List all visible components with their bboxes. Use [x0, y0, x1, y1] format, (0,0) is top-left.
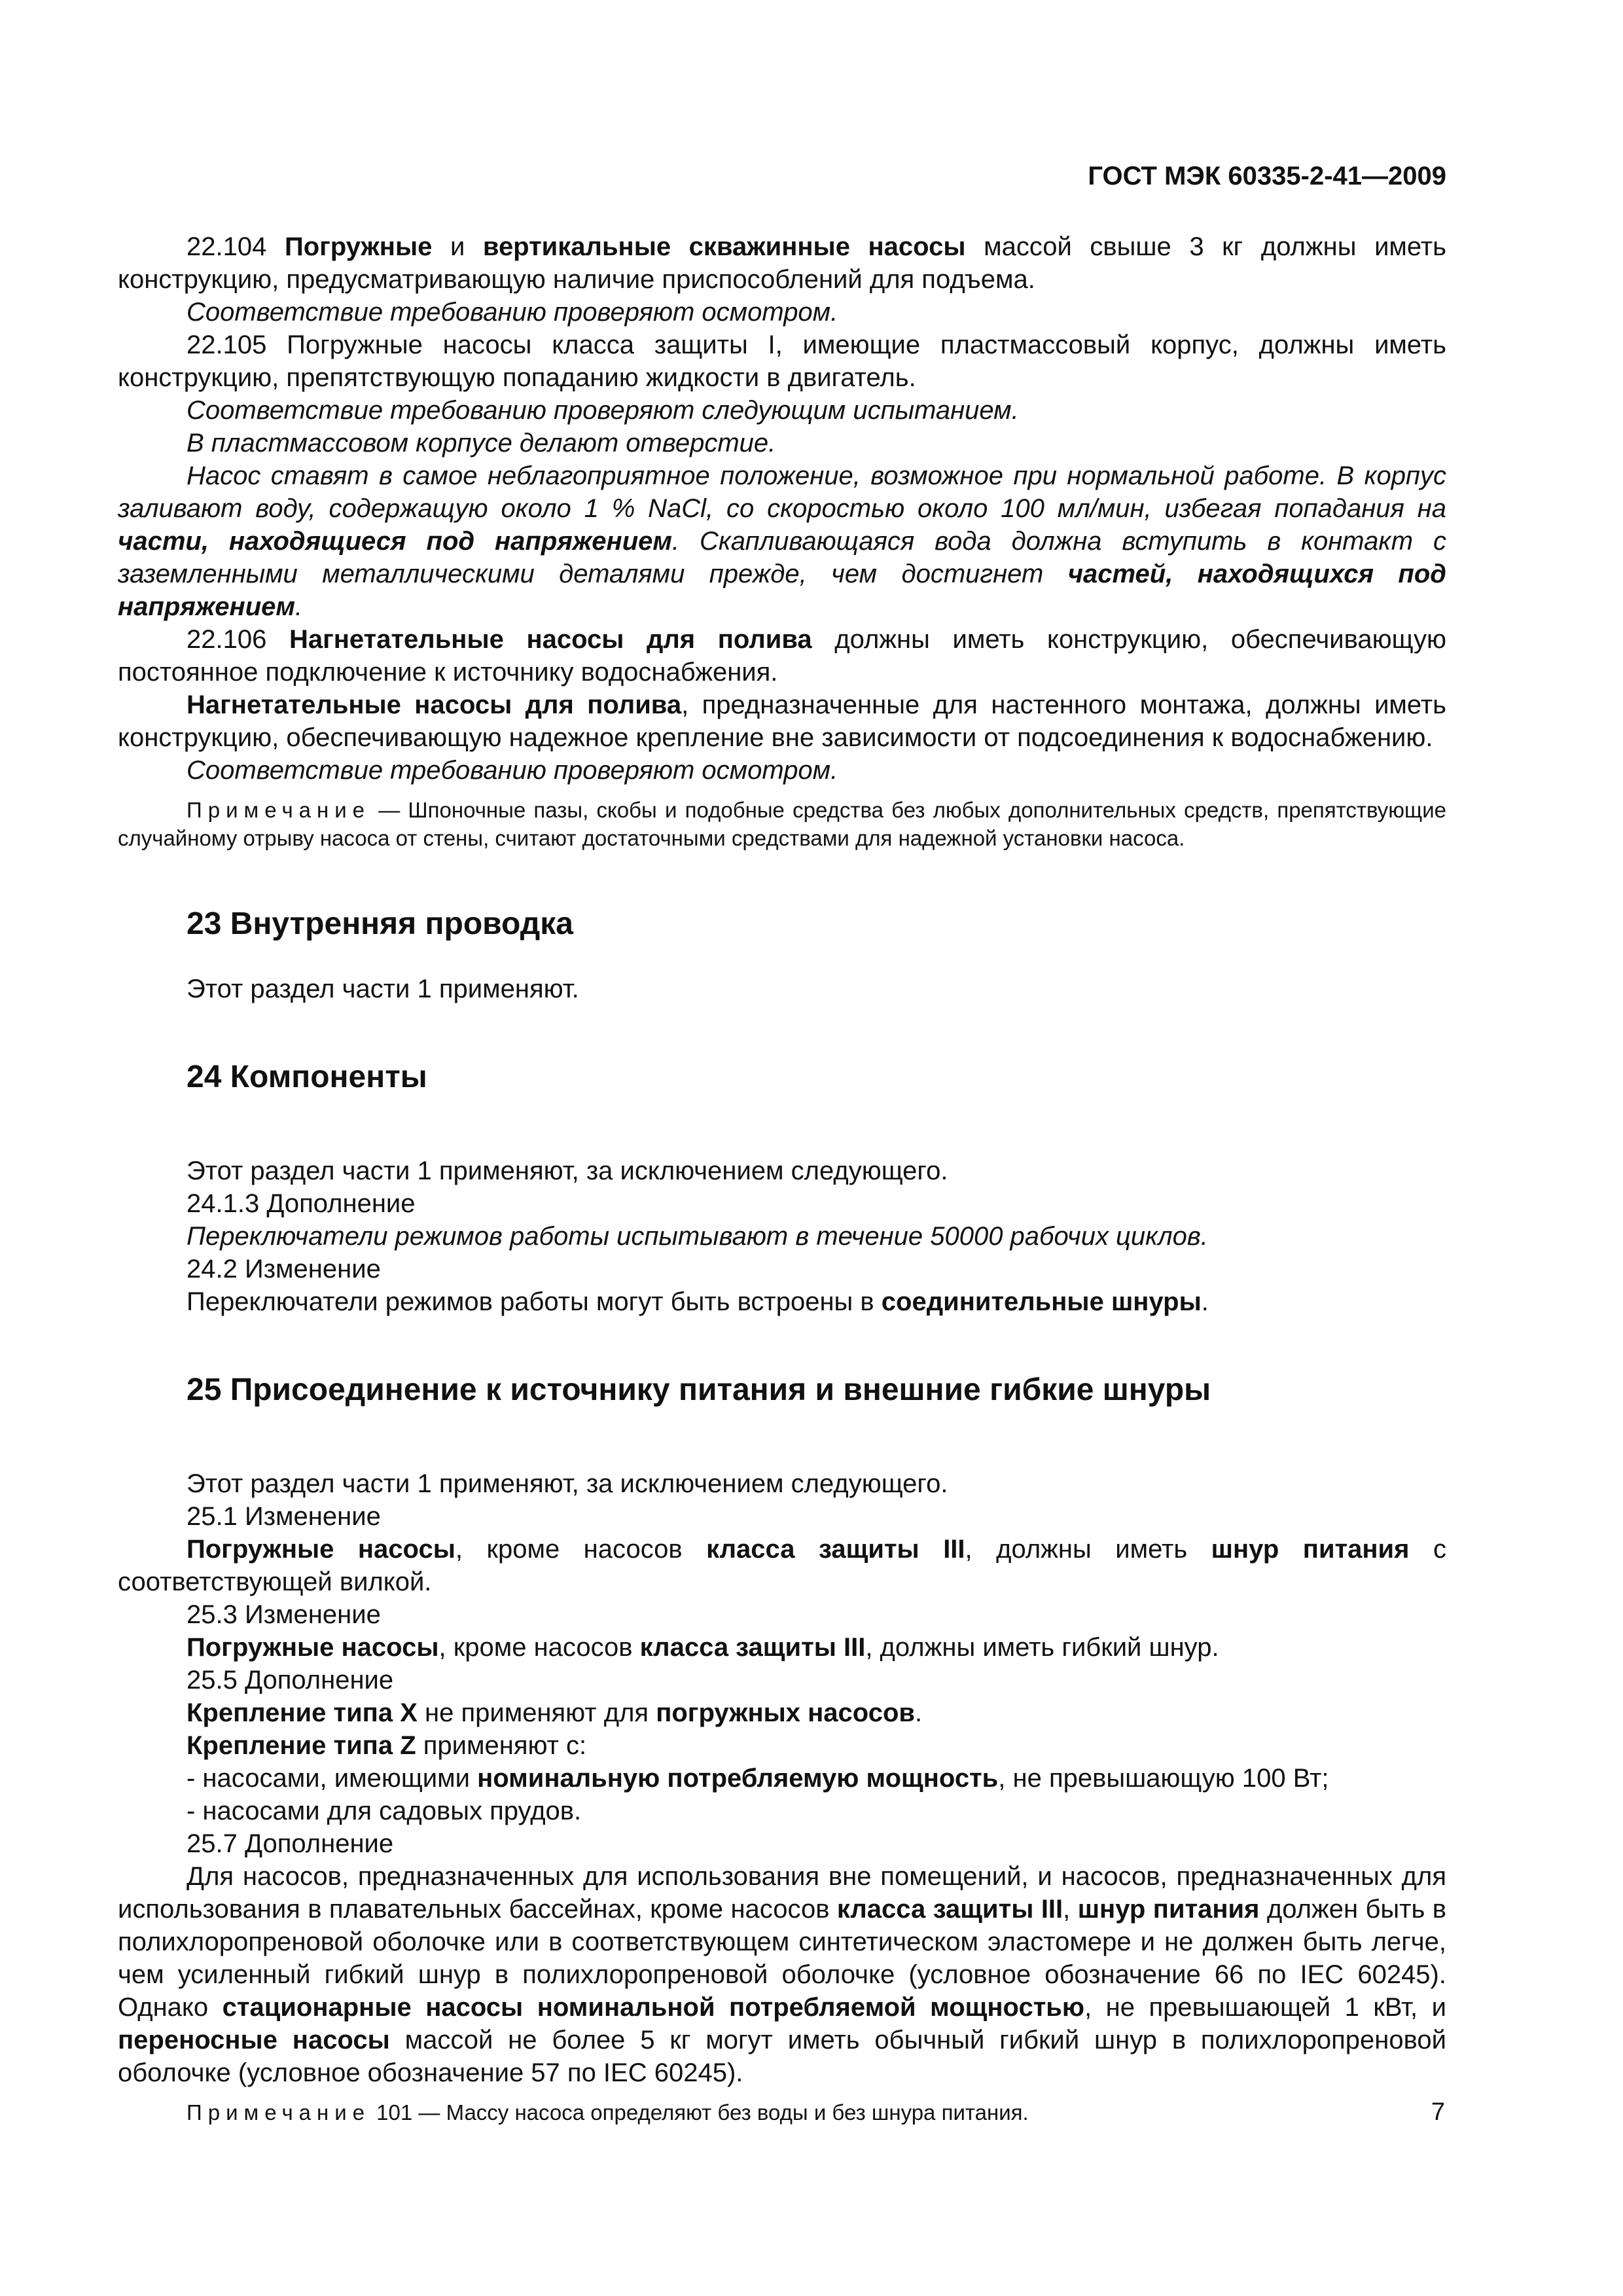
wall-mount-text: Нагнетательные насосы для полива, предназначенные для настенного монтажа, должны иметь конструкцию, обеспечивающую надежное крепление вне зависимости от подсоединения к водоснабжению.	[118, 691, 1446, 752]
clause-title: 25.5 Дополнение	[187, 1666, 394, 1695]
clause-title: 24.2 Изменение	[187, 1255, 381, 1283]
clause-text: Переключатели режимов работы могут быть встроены в соединительные шнуры.	[187, 1287, 1209, 1316]
check-text: Соответствие требованию проверяют осмотром.	[187, 756, 838, 785]
test-procedure: Насос ставят в самое неблагоприятное положение, возможное при нормальной работе. В корпус заливают воду, содержащую около 1 % NaCl, со скоростью около 100 мл/мин, избегая попадания на части, находящиеся под напряжением. Скапливающаяся вода должна вступить в контакт с заземленными металлическими деталями прежде, чем достигнет частей, находящихся под напряжением.	[118, 461, 1446, 621]
clause-22-105: 22.105 Погружные насосы класса защиты I, имеющие пластмассовый корпус, должны иметь конструкцию, препятствующую попаданию жидкости в двигатель.	[118, 331, 1446, 392]
clause-text: Крепление типа Z применяют с:	[187, 1731, 587, 1760]
section-heading-23: 23 Внутренняя проводка	[187, 906, 573, 941]
clause-text: Переключатели режимов работы испытывают в течение 50000 рабочих циклов.	[187, 1222, 1208, 1251]
page-content	[118, 230, 1446, 2126]
section-intro: Этот раздел части 1 применяют, за исключением следующего.	[187, 1469, 948, 1498]
clause-22-104: 22.104 Погружные и вертикальные скважинные насосы массой свыше 3 кг должны иметь конструкцию, предусматривающую наличие приспособлений для подъема.	[118, 232, 1446, 294]
clause-title: 25.3 Изменение	[187, 1600, 381, 1629]
page-number: 7	[1431, 2098, 1445, 2126]
clause-text: Погружные насосы, кроме насосов класса защиты III, должны иметь шнур питания с соответствующей вилкой.	[118, 1535, 1446, 1596]
note: Примечание 101 — Массу насоса определяют без воды и без шнура питания.	[187, 2100, 1029, 2125]
clause-text: Крепление типа X не применяют для погружных насосов.	[187, 1698, 923, 1727]
clause-text: Погружные насосы, кроме насосов класса защиты III, должны иметь гибкий шнур.	[187, 1633, 1219, 1662]
list-item: - насосами для садовых прудов.	[187, 1797, 582, 1825]
section-heading-24: 24 Компоненты	[187, 1060, 427, 1094]
note: Примечание — Шпоночные пазы, скобы и подобные средства без любых дополнительных средств, препятствующие случайному отрыву насоса от стены, считают достаточными средствами для надежной установки насоса.	[118, 798, 1446, 850]
test-step: В пластмассовом корпусе делают отверстие.	[187, 429, 776, 457]
section-intro: Этот раздел части 1 применяют, за исключением следующего.	[187, 1157, 948, 1185]
check-text: Соответствие требованию проверяют осмотром.	[187, 298, 838, 327]
section-heading-25: 25 Присоединение к источнику питания и внешние гибкие шнуры	[187, 1372, 1211, 1407]
list-item: - насосами, имеющими номинальную потребляемую мощность, не превышающую 100 Вт;	[187, 1764, 1329, 1793]
clause-22-106: 22.106 Нагнетательные насосы для полива должны иметь конструкцию, обеспечивающую постоянное подключение к источнику водоснабжения.	[118, 625, 1446, 687]
clause-title: 24.1.3 Дополнение	[187, 1189, 416, 1218]
standard-header: ГОСТ МЭК 60335-2-41—2009	[1088, 162, 1446, 190]
section-text: Этот раздел части 1 применяют.	[187, 975, 579, 1003]
clause-title: 25.1 Изменение	[187, 1502, 381, 1531]
clause-text: Для насосов, предназначенных для использования вне помещений, и насосов, предназначенных для использования в плавательных бассейнах, кроме насосов класса защиты III, шнур питания должен быть в полихлоропреновой оболочке или в соответствующем синтетическом эластомере и не должен быть легче, чем усиленный гибкий шнур в полихлоропреновой оболочке (условное обозначение 66 по IEC 60245). Однако стационарные насосы номинальной потребляемой мощностью, не превышающей 1 кВт, и переносные насосы массой не более 5 кг могут иметь обычный гибкий шнур в полихлоропреновой оболочке (условное обозначение 57 по IEC 60245).	[118, 1862, 1447, 2087]
check-text: Соответствие требованию проверяют следующим испытанием.	[187, 396, 1019, 425]
clause-title: 25.7 Дополнение	[187, 1829, 394, 1858]
